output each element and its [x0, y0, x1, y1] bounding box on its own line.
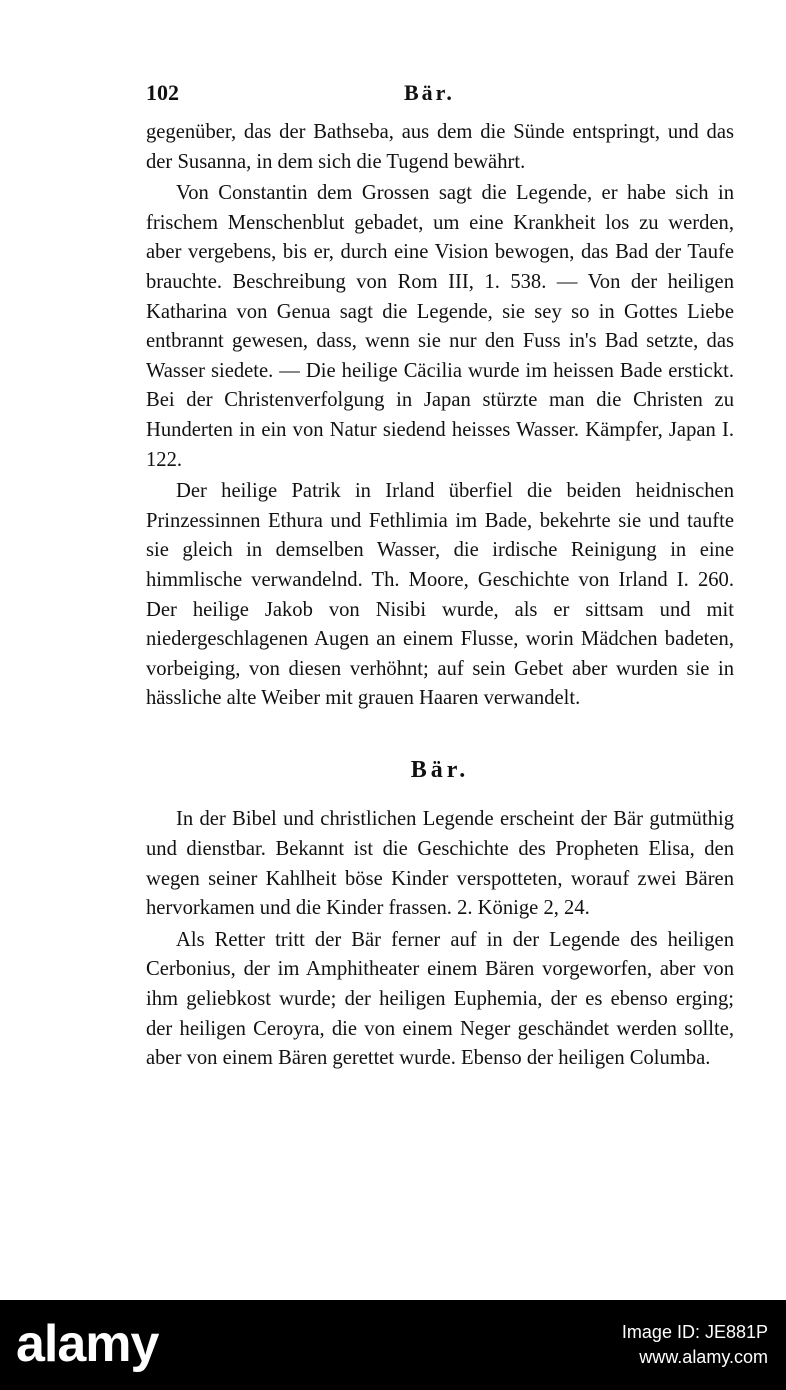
paragraph: gegenüber, das der Bathseba, aus dem die Sünde entspringt, und das der Susanna, in dem sich die Tugend bewährt.	[146, 121, 734, 173]
site-url: www.alamy.com	[639, 1347, 768, 1367]
paragraph: Als Retter tritt der Bär ferner auf in der Legende des heiligen Cerbonius, der im Amphitheater einem Bären vorgeworfen, aber von ihm geliebkost wurde; der heiligen Euphemia, der es ebenso erging; der heiligen Ceroyra, die von einem Neger geschändet werden sollte, aber von einem Bären gerettet wurde. Ebenso der heiligen Columba.	[146, 928, 734, 1070]
body-text	[146, 118, 734, 1074]
paragraph: Der heilige Patrik in Irland überfiel die beiden heidnischen Prinzessinnen Ethura und Fethlimia im Bade, bekehrte sie und taufte sie gleich in demselben Wasser, die irdische Reinigung in eine himmlische verwandelnd. Th. Moore, Geschichte von Irland I. 260. Der heilige Jakob von Nisibi wurde, als er sittsam und mit niedergeschlagenen Augen an einem Flusse, worin Mädchen badeten, vorbeiging, von diesen verhöhnt; auf sein Gebet aber wurden sie in hässliche alte Weiber mit grauen Haaren verwandelt.	[146, 480, 734, 710]
section-heading: Bär.	[410, 756, 470, 783]
paragraph: Von Constantin dem Grossen sagt die Legende, er habe sich in frischem Menschenblut gebadet, um eine Krankheit los zu werden, aber vergebens, bis er, durch eine Vision bewogen, das Bad der Taufe brauchte. Beschreibung von Rom III, 1. 538. — Von der heiligen Katharina von Genua sagt die Legende, sie sey so in Gottes Liebe entbrannt gewesen, dass, wenn sie nur den Fuss in's Bad setzte, das Wasser siedete. — Die heilige Cäcilia wurde im heissen Bade erstickt. Bei der Christenverfolgung in Japan stürzte man die Christen zu Hunderten in ein von Natur siedend heisses Wasser. Kämpfer, Japan I. 122.	[146, 182, 734, 471]
image-info	[622, 1320, 768, 1370]
watermark-footer	[0, 1300, 786, 1390]
paragraph: In der Bibel und christlichen Legende erscheint der Bär gutmüthig und dienstbar. Bekannt ist die Geschichte des Propheten Elisa, den wegen seiner Kahlheit böse Kinder verspotteten, worauf zwei Bären hervorkamen und die Kinder frassen. 2. Könige 2, 24.	[146, 808, 734, 920]
brand-logo: alamy	[16, 1315, 159, 1373]
page-number: 102	[146, 80, 179, 105]
image-id-label: Image ID: JE881P	[621, 1322, 768, 1342]
running-head	[146, 80, 728, 110]
running-title: Bär.	[404, 80, 455, 105]
